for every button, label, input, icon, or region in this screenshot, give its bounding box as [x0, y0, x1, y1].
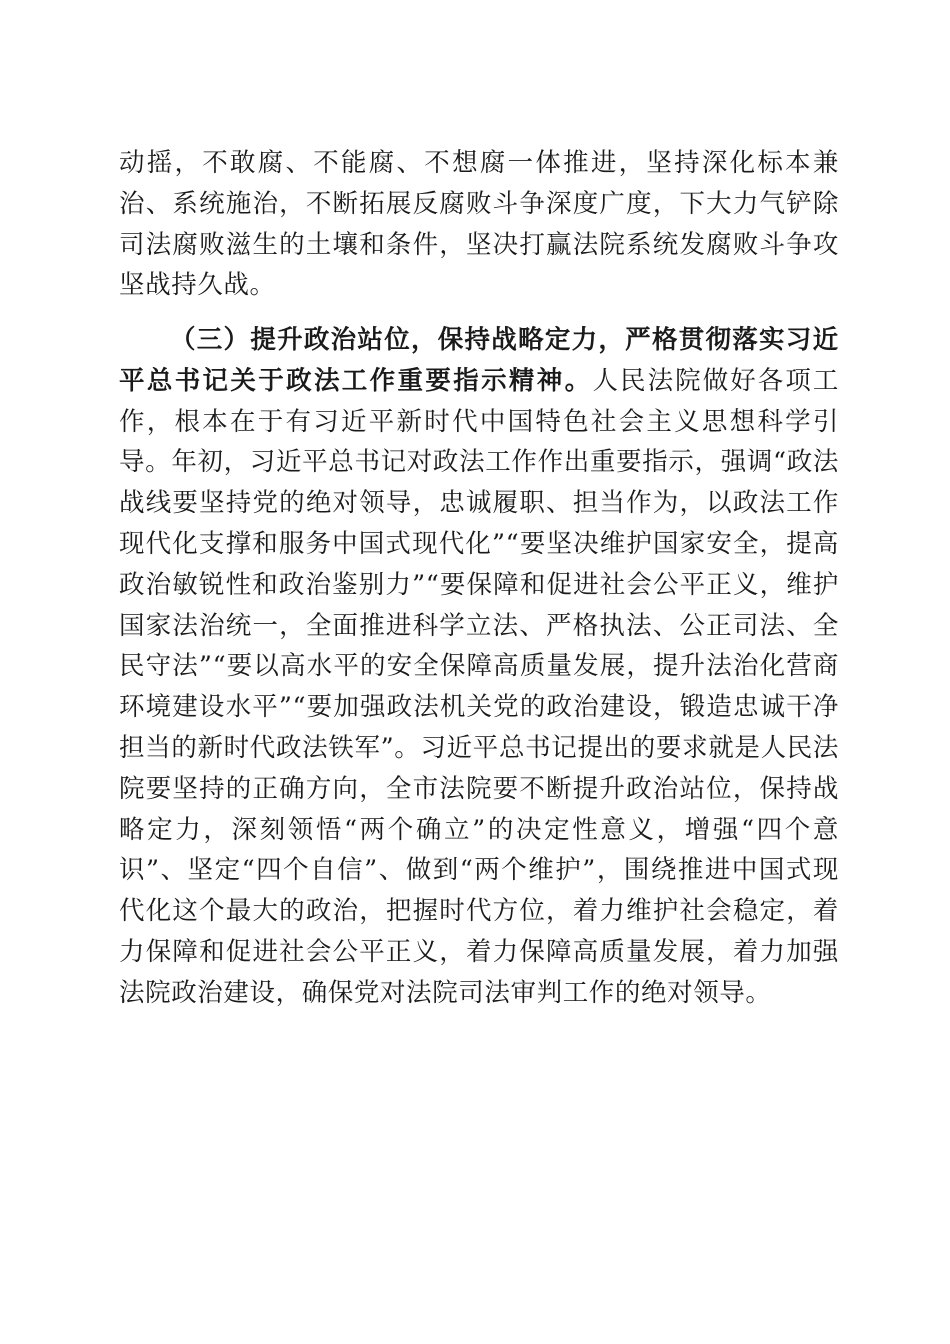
section-body: 人民法院做好各项工作，根本在于有习近平新时代中国特色社会主义思想科学引导。年初，习近平总书记对政法工作作出重要指示，强调“政法战线要坚持党的绝对领导，忠诚履职、担当作为，以政法工作现代化支撑和服务中国式现代化”“要坚决维护国家安全，提高政治敏锐性和政治鉴别力”“要保障和促进社会公平正义，维护国家法治统一，全面推进科学立法、严格执法、公正司法、全民守法”“要以高水平的安全保障高质量发展，提升法治化营商环境建设水平”“要加强政法机关党的政治建设，锻造忠诚干净担当的新时代政法铁军”。习近平总书记提出的要求就是人民法院要坚持的正确方向，全市法院要不断提升政治站位，保持战略定力，深刻领悟“两个确立”的决定性意义，增强“四个意识”、坚定“四个自信”、做到“两个维护”，围绕推进中国式现代化这个最大的政治，把握时代方位，着力维护社会稳定，着力保障和促进社会公平正义，着力保障高质量发展，着力加强法院政治建设，确保党对法院司法审判工作的绝对领导。: [119, 365, 839, 1008]
paragraph-continued: 动摇，不敢腐、不能腐、不想腐一体推进，坚持深化标本兼治、系统施治，不断拓展反腐败斗争深度广度，下大力气铲除司法腐败滋生的土壤和条件，坚决打赢法院系统发腐败斗争攻坚战持久战。: [119, 148, 839, 301]
section-heading: （三）提升政治站位，保持战略定力，严格贯彻落实习近平总书记关于政法工作重要指示精神。: [119, 325, 839, 396]
section-paragraph: [119, 320, 839, 1014]
